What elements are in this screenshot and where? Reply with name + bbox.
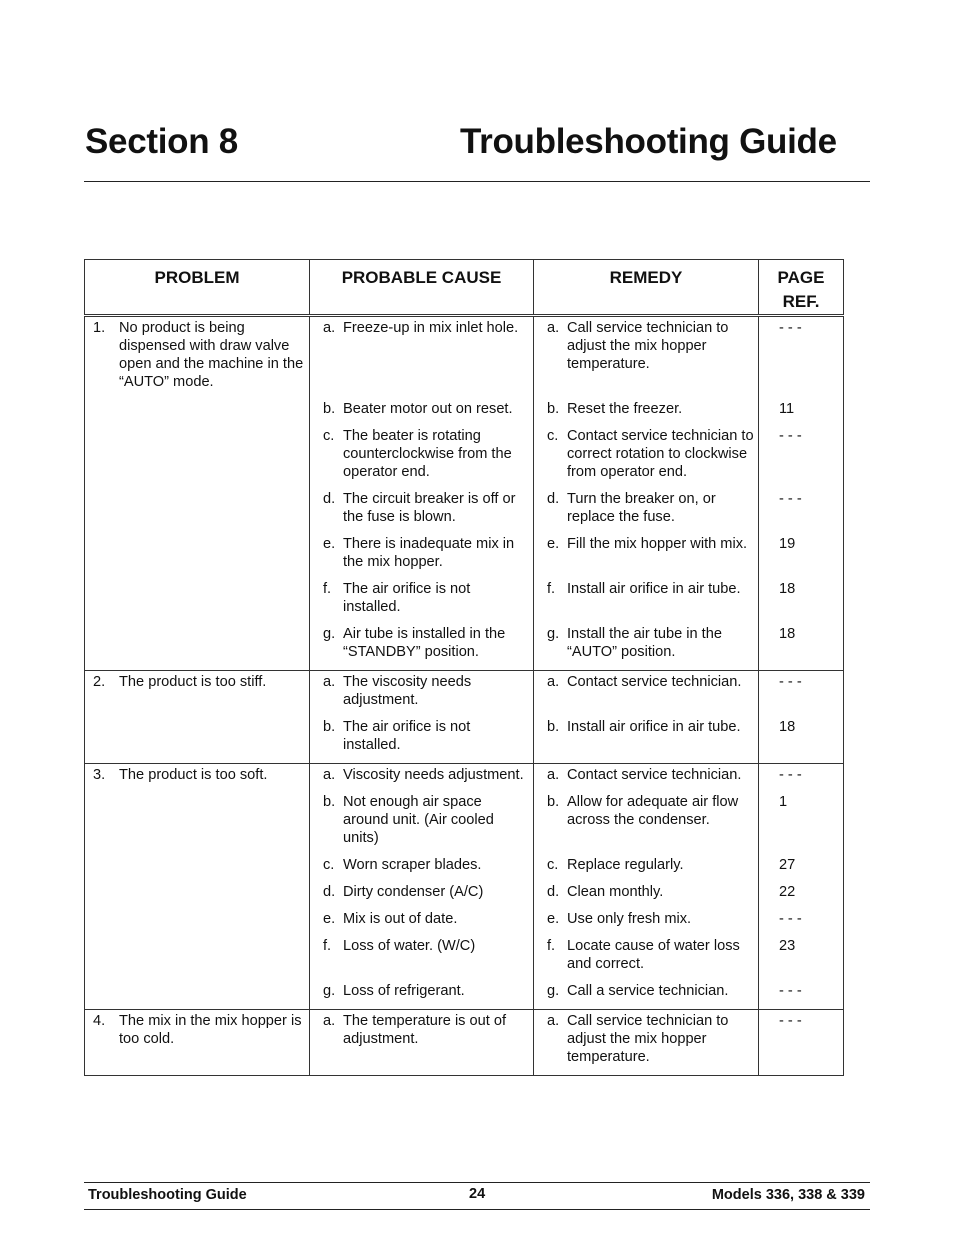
remedy-item [534,319,758,373]
cause-text: Loss of refrigerant. [343,983,465,999]
row-spacer [534,526,758,535]
cause-letter: d. [323,491,336,507]
problem-item [85,319,309,391]
page-ref-value: - - - [779,491,802,507]
row-spacer [534,553,758,562]
page-ref-value: 22 [779,884,796,900]
cause-text: Freeze-up in mix inlet hole. [343,320,519,336]
row-spacer [310,928,533,937]
page-ref-cell [759,883,844,910]
page-ref-cell [759,793,844,856]
table-row [85,671,844,719]
page-ref-value: - - - [779,983,802,999]
cause-cell [310,535,534,580]
footer-rule-top [84,1182,870,1183]
remedy-item [534,793,758,829]
row-spacer [534,928,758,937]
cause-text: Worn scraper blades. [343,857,482,873]
cause-letter: g. [323,626,336,642]
cause-item [310,856,533,874]
page-ref-cell [759,535,844,580]
remedy-cell [534,793,759,856]
remedy-letter: e. [547,911,560,927]
row-spacer [759,955,843,964]
problem-cell [85,910,310,937]
problem-text: The product is too soft. [119,767,268,783]
cause-cell [310,490,534,535]
remedy-letter: b. [547,401,560,417]
row-spacer [85,427,309,436]
problem-text: No product is being dispensed with draw valve open and the machine in the “AUTO” mode. [119,320,304,390]
remedy-letter: a. [547,674,560,690]
remedy-item [534,883,758,901]
page-ref-cell [759,671,844,719]
table-row [85,937,844,982]
cause-text: Beater motor out on reset. [343,401,513,417]
row-spacer [310,1000,533,1009]
remedy-letter: f. [547,581,556,597]
remedy-cell [534,718,759,764]
row-spacer [310,661,533,670]
row-spacer [759,1030,843,1039]
row-spacer [85,793,309,802]
cause-cell [310,883,534,910]
remedy-cell [534,910,759,937]
problem-cell [85,671,310,719]
remedy-item [534,535,758,553]
row-spacer [759,784,843,793]
remedy-text: Use only fresh mix. [567,911,692,927]
remedy-item [534,718,758,736]
remedy-text: Fill the mix hopper with mix. [567,536,748,552]
row-spacer [759,901,843,910]
table-row [85,982,844,1010]
row-spacer [85,982,309,991]
row-spacer [759,1000,843,1009]
remedy-cell [534,490,759,535]
cause-letter: a. [323,674,336,690]
header-probable-cause: PROBABLE CAUSE [310,260,534,316]
table-row [85,427,844,490]
row-spacer [85,910,309,919]
remedy-item [534,580,758,598]
problem-item [85,673,309,691]
problem-cell [85,427,310,490]
row-spacer [85,883,309,892]
cause-item [310,1012,533,1048]
problem-cell [85,718,310,764]
remedy-letter: b. [547,719,560,735]
remedy-cell [534,316,759,401]
remedy-letter: c. [547,857,559,873]
row-spacer [310,874,533,883]
page-ref-value: 19 [779,536,796,552]
cause-text: The air orifice is not installed. [343,719,471,753]
page-ref-cell [759,490,844,535]
page-ref-cell [759,856,844,883]
cause-item [310,982,533,1000]
problem-cell [85,793,310,856]
cause-text: Not enough air space around unit. (Air cooled units) [343,794,494,846]
footer-page-number: 24 [469,1186,486,1202]
cause-cell [310,316,534,401]
table-row [85,718,844,764]
remedy-cell [534,883,759,910]
page-ref-cell [759,400,844,427]
header-remedy: REMEDY [534,260,759,316]
row-spacer [534,661,758,670]
cause-item [310,490,533,526]
cause-letter: d. [323,884,336,900]
cause-item [310,937,533,955]
remedy-letter: d. [547,491,560,507]
remedy-item [534,937,758,973]
problem-cell [85,856,310,883]
cause-item [310,910,533,928]
row-spacer [85,691,309,700]
remedy-text: Locate cause of water loss and correct. [567,938,740,972]
row-spacer [759,508,843,517]
page-ref-value: - - - [779,911,802,927]
row-spacer [534,1000,758,1009]
cause-letter: f. [323,938,332,954]
remedy-item [534,673,758,691]
page-title: Troubleshooting Guide [460,122,837,161]
remedy-text: Contact service technician. [567,767,742,783]
remedy-letter: a. [547,1013,560,1029]
row-spacer [310,754,533,763]
remedy-item [534,766,758,784]
page-ref-cell [759,316,844,401]
header-page-ref: PAGE REF. [759,260,844,316]
problem-item [85,1012,309,1048]
cause-letter: b. [323,719,336,735]
problem-cell [85,764,310,794]
page-ref-value: 18 [779,581,796,597]
problem-cell [85,535,310,580]
row-spacer [310,616,533,625]
remedy-text: Install the air tube in the “AUTO” position. [567,626,722,660]
row-spacer [759,445,843,454]
remedy-cell [534,535,759,580]
cause-cell [310,718,534,764]
cause-letter: a. [323,320,336,336]
row-spacer [310,901,533,910]
table-body [85,316,844,1076]
cause-item [310,580,533,616]
page-ref-cell [759,718,844,764]
remedy-text: Turn the breaker on, or replace the fuse. [567,491,716,525]
remedy-item [534,427,758,481]
remedy-cell [534,1010,759,1076]
cause-cell [310,982,534,1010]
remedy-text: Reset the freezer. [567,401,683,417]
row-spacer [759,418,843,427]
page-ref-value: 23 [779,938,796,954]
cause-item [310,400,533,418]
remedy-cell [534,625,759,671]
cause-text: The viscosity needs adjustment. [343,674,472,708]
row-spacer [534,373,758,382]
row-spacer [85,625,309,634]
row-spacer [534,418,758,427]
row-spacer [85,1048,309,1057]
cause-cell [310,1010,534,1076]
cause-text: Loss of water. (W/C) [343,938,476,954]
problem-cell [85,1010,310,1076]
footer-title: Troubleshooting Guide [88,1187,247,1203]
table-row [85,910,844,937]
cause-item [310,766,533,784]
page-ref-value: - - - [779,674,802,690]
cause-item [310,535,533,571]
row-spacer [310,847,533,856]
table-row [85,490,844,535]
cause-text: The beater is rotating counterclockwise from the operator end. [343,428,512,480]
row-spacer [85,937,309,946]
remedy-text: Clean monthly. [567,884,664,900]
remedy-item [534,625,758,661]
problem-text: The mix in the mix hopper is too cold. [119,1013,302,1047]
row-spacer [534,736,758,745]
page-ref-cell [759,427,844,490]
problem-cell [85,625,310,671]
page-ref-value: - - - [779,320,802,336]
row-spacer [534,874,758,883]
cause-item [310,427,533,481]
remedy-letter: g. [547,626,560,642]
page-ref-value: 18 [779,626,796,642]
remedy-text: Call service technician to adjust the mix hopper temperature. [567,1013,729,1065]
cause-letter: e. [323,536,336,552]
remedy-cell [534,982,759,1010]
remedy-item [534,982,758,1000]
table-row [85,400,844,427]
row-spacer [534,691,758,700]
row-spacer [310,481,533,490]
footer-rule-bottom [84,1209,870,1210]
remedy-text: Contact service technician to correct rotation to clockwise from operator end. [567,428,754,480]
problem-cell [85,316,310,401]
row-spacer [534,901,758,910]
cause-letter: c. [323,857,335,873]
page-ref-value: - - - [779,428,802,444]
cause-cell [310,856,534,883]
remedy-text: Install air orifice in air tube. [567,581,741,597]
problem-cell [85,490,310,535]
cause-cell [310,764,534,794]
table-row [85,856,844,883]
footer-models: Models 336, 338 & 339 [711,1187,865,1203]
cause-cell [310,400,534,427]
remedy-text: Install air orifice in air tube. [567,719,741,735]
cause-letter: c. [323,428,335,444]
row-spacer [85,580,309,589]
table-row [85,316,844,401]
page-ref-cell [759,937,844,982]
row-spacer [85,535,309,544]
remedy-letter: f. [547,938,556,954]
page-ref-value: - - - [779,1013,802,1029]
cause-text: Dirty condenser (A/C) [343,884,484,900]
page-ref-cell [759,580,844,625]
cause-letter: f. [323,581,332,597]
row-spacer [310,784,533,793]
row-spacer [759,337,843,346]
problem-cell [85,580,310,625]
page-ref-value: 1 [779,794,788,810]
remedy-item [534,490,758,526]
cause-item [310,883,533,901]
row-spacer [759,736,843,745]
problem-cell [85,400,310,427]
remedy-item [534,400,758,418]
cause-text: Mix is out of date. [343,911,458,927]
problem-cell [85,937,310,982]
row-spacer [534,481,758,490]
remedy-letter: d. [547,884,560,900]
row-spacer [534,829,758,838]
row-spacer [310,955,533,964]
cause-item [310,793,533,847]
problem-text: The product is too stiff. [119,674,267,690]
page-ref-cell [759,625,844,671]
table-row [85,1010,844,1076]
problem-number: 3. [93,767,106,783]
remedy-letter: c. [547,428,559,444]
remedy-cell [534,856,759,883]
table-row [85,625,844,671]
row-spacer [759,874,843,883]
table-row [85,535,844,580]
cause-cell [310,937,534,982]
remedy-cell [534,937,759,982]
page-ref-value: - - - [779,767,802,783]
row-spacer [85,400,309,409]
remedy-cell [534,400,759,427]
row-spacer [759,553,843,562]
page-ref-cell [759,910,844,937]
cause-cell [310,910,534,937]
page-ref-value: 11 [779,401,795,417]
problem-number: 4. [93,1013,106,1029]
remedy-cell [534,427,759,490]
row-spacer [310,1048,533,1057]
cause-cell [310,793,534,856]
row-spacer [310,418,533,427]
row-spacer [310,337,533,346]
cause-letter: e. [323,911,336,927]
table-row [85,883,844,910]
row-spacer [85,490,309,499]
remedy-cell [534,764,759,794]
page-ref-value: 18 [779,719,796,735]
cause-text: Viscosity needs adjustment. [343,767,524,783]
row-spacer [759,928,843,937]
problem-cell [85,982,310,1010]
cause-cell [310,580,534,625]
cause-item [310,673,533,709]
remedy-letter: a. [547,767,560,783]
remedy-cell [534,580,759,625]
problem-item [85,766,309,784]
row-spacer [534,598,758,607]
cause-text: There is inadequate mix in the mix hopper. [343,536,515,570]
row-spacer [759,691,843,700]
cause-item [310,319,533,337]
cause-item [310,718,533,754]
table-row [85,580,844,625]
cause-letter: b. [323,401,336,417]
cause-item [310,625,533,661]
cause-letter: b. [323,794,336,810]
remedy-text: Call service technician to adjust the mix hopper temperature. [567,320,729,372]
cause-cell [310,671,534,719]
page-ref-cell [759,982,844,1010]
row-spacer [310,571,533,580]
header-rule [84,181,870,182]
row-spacer [759,811,843,820]
page-ref-cell [759,1010,844,1076]
row-spacer [759,643,843,652]
row-spacer [310,709,533,718]
row-spacer [85,856,309,865]
cause-letter: a. [323,767,336,783]
page-ref-value: 27 [779,857,796,873]
remedy-item [534,910,758,928]
header-problem: PROBLEM [85,260,310,316]
problem-cell [85,883,310,910]
row-spacer [534,784,758,793]
table-row [85,793,844,856]
remedy-letter: g. [547,983,560,999]
page-ref-cell [759,764,844,794]
row-spacer [85,784,309,793]
troubleshooting-table [84,259,844,1076]
cause-text: The air orifice is not installed. [343,581,471,615]
row-spacer [534,1066,758,1075]
cause-letter: g. [323,983,336,999]
section-label: Section 8 [85,122,238,161]
table-row [85,764,844,794]
remedy-item [534,1012,758,1066]
cause-text: The circuit breaker is off or the fuse is blown. [343,491,516,525]
row-spacer [534,973,758,982]
remedy-text: Call a service technician. [567,983,729,999]
problem-number: 2. [93,674,106,690]
row-spacer [759,598,843,607]
cause-text: The temperature is out of adjustment. [343,1013,507,1047]
table-header-row [85,260,844,316]
cause-cell [310,427,534,490]
cause-text: Air tube is installed in the “STANDBY” position. [343,626,506,660]
remedy-text: Contact service technician. [567,674,742,690]
remedy-text: Allow for adequate air flow across the condenser. [567,794,739,828]
problem-number: 1. [93,320,106,336]
cause-letter: a. [323,1013,336,1029]
row-spacer [85,391,309,400]
remedy-letter: e. [547,536,560,552]
remedy-item [534,856,758,874]
cause-cell [310,625,534,671]
remedy-cell [534,671,759,719]
remedy-letter: b. [547,794,560,810]
row-spacer [310,526,533,535]
remedy-letter: a. [547,320,560,336]
remedy-text: Replace regularly. [567,857,684,873]
row-spacer [85,718,309,727]
